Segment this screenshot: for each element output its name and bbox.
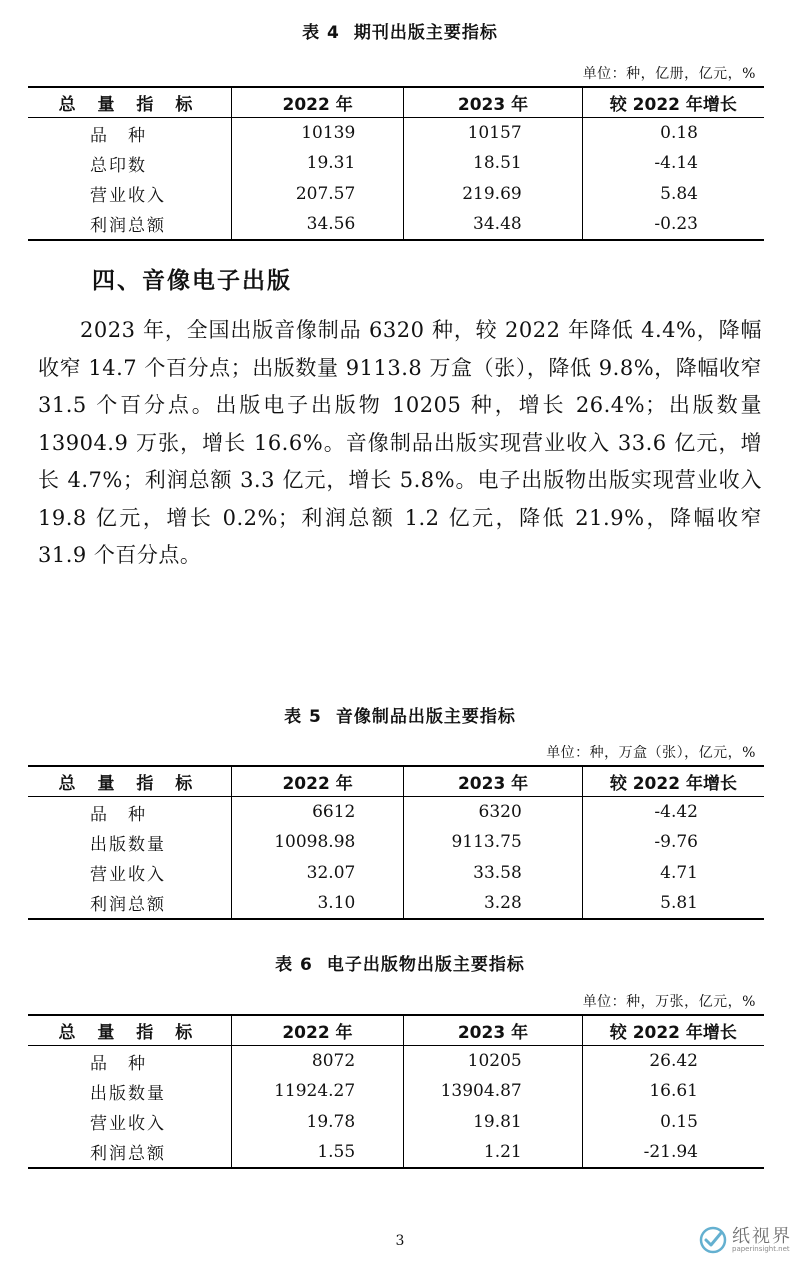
table6-title — [0, 950, 800, 975]
row-label: 利润总额 — [28, 209, 231, 240]
table-row — [28, 209, 764, 240]
table4-header-cell: 2022 年 — [231, 87, 403, 118]
table5-header-cell: 2023 年 — [404, 766, 582, 797]
table-row — [28, 1076, 764, 1107]
table6-header-cell: 2022 年 — [231, 1015, 403, 1046]
table4-number: 表 4 — [302, 23, 340, 43]
table-row — [28, 1137, 764, 1168]
table5-header-cell: 2022 年 — [231, 766, 404, 797]
row-label: 品 种 — [90, 804, 147, 825]
cell-2023: 19.81 — [404, 1107, 583, 1138]
cell-2022: 8072 — [231, 1046, 403, 1077]
cell-2023: 10157 — [404, 118, 582, 149]
cell-2023: 10205 — [404, 1046, 583, 1077]
cell-2023: 1.21 — [404, 1137, 583, 1168]
table-row — [28, 1107, 764, 1138]
table-row — [28, 179, 764, 210]
table5-header-cell: 较 2022 年增长 — [582, 766, 764, 797]
row-label: 品 种 — [90, 125, 147, 146]
table6-header-cell: 总 量 指 标 — [28, 1015, 231, 1046]
check-circle-icon — [698, 1225, 728, 1255]
table4 — [28, 86, 764, 241]
cell-2022: 19.78 — [231, 1107, 403, 1138]
watermark-text: 纸视界 — [732, 1225, 792, 1247]
cell-growth: 26.42 — [582, 1046, 764, 1077]
cell-2022: 19.31 — [231, 148, 403, 179]
table5-title-text: 音像制品出版主要指标 — [335, 707, 516, 727]
table6-header-row — [28, 1015, 764, 1046]
row-label: 利润总额 — [28, 888, 231, 919]
section-heading: 四、音像电子出版 — [92, 268, 292, 294]
table5-number: 表 5 — [284, 707, 322, 727]
cell-growth: 0.15 — [582, 1107, 764, 1138]
table6-header-cell: 较 2022 年增长 — [582, 1015, 764, 1046]
cell-growth: 16.61 — [582, 1076, 764, 1107]
table-row — [28, 148, 764, 179]
table4-header-cell: 较 2022 年增长 — [582, 87, 764, 118]
cell-growth: -4.42 — [582, 797, 764, 828]
row-label: 营业收入 — [90, 1114, 166, 1135]
watermark-url: paperinsight.net — [732, 1244, 790, 1253]
cell-2022: 6612 — [231, 797, 404, 828]
table4-header-row — [28, 87, 764, 118]
table6-title-text: 电子出版物出版主要指标 — [326, 955, 525, 975]
row-label: 营业收入 — [90, 186, 166, 207]
cell-2023: 219.69 — [404, 179, 582, 210]
cell-2023: 13904.87 — [404, 1076, 583, 1107]
table6-unit: 单位：种，万张，亿元，% — [582, 994, 756, 1010]
cell-growth: 0.18 — [582, 118, 764, 149]
table-row — [28, 1046, 764, 1077]
row-label: 利润总额 — [28, 1137, 231, 1168]
table6-number: 表 6 — [275, 955, 313, 975]
cell-growth: -0.23 — [582, 209, 764, 240]
table4-title-text: 期刊出版主要指标 — [353, 23, 498, 43]
table-row — [28, 858, 764, 889]
row-label: 品 种 — [90, 1053, 147, 1074]
cell-2023: 34.48 — [404, 209, 582, 240]
row-label: 总印数 — [90, 155, 147, 176]
cell-2023: 6320 — [404, 797, 582, 828]
page-number: 3 — [395, 1233, 405, 1249]
table5-header-row — [28, 766, 764, 797]
table5 — [28, 765, 764, 920]
cell-2023: 18.51 — [404, 148, 582, 179]
table5-header-cell: 总 量 指 标 — [28, 766, 231, 797]
table5-unit: 单位：种，万盒（张），亿元，% — [546, 745, 756, 761]
cell-growth: 4.71 — [582, 858, 764, 889]
cell-2022: 11924.27 — [231, 1076, 403, 1107]
cell-2023: 3.28 — [404, 888, 582, 919]
cell-2022: 10139 — [231, 118, 403, 149]
cell-2022: 1.55 — [231, 1137, 403, 1168]
cell-2022: 3.10 — [231, 888, 404, 919]
table6 — [28, 1014, 764, 1169]
cell-2023: 33.58 — [404, 858, 582, 889]
table-row — [28, 797, 764, 828]
table5-title — [0, 702, 800, 727]
row-label: 出版数量 — [90, 834, 166, 855]
table4-header-cell: 总 量 指 标 — [28, 87, 231, 118]
table4-title — [0, 18, 800, 43]
row-label: 营业收入 — [90, 865, 166, 886]
cell-growth: -4.14 — [582, 148, 764, 179]
cell-growth: -9.76 — [582, 827, 764, 858]
row-label: 出版数量 — [90, 1083, 166, 1104]
table-row — [28, 827, 764, 858]
cell-growth: 5.84 — [582, 179, 764, 210]
table-row — [28, 118, 764, 149]
cell-growth: 5.81 — [582, 888, 764, 919]
cell-2022: 207.57 — [231, 179, 403, 210]
watermark-logo — [698, 1218, 794, 1262]
cell-2023: 9113.75 — [404, 827, 582, 858]
cell-growth: -21.94 — [582, 1137, 764, 1168]
cell-2022: 32.07 — [231, 858, 404, 889]
table4-header-cell: 2023 年 — [404, 87, 582, 118]
cell-2022: 10098.98 — [231, 827, 404, 858]
body-paragraph: 2023 年，全国出版音像制品 6320 种，较 2022 年降低 4.4%，降幅收窄 14.7 个百分点；出版数量 9113.8 万盒（张），降低 9.8%，降幅收窄 31.5 个百分点。出版电子出版物 10205 种，增长 26.4%；出版数量 13904.9 万张，增长 16.6%。音像制品出版实现营业收入 33.6 亿元，增长 4.7%；利润总额 3.3 亿元，增长 5.8%。电子出版物出版实现营业收入 19.8 亿元，增长 0.2%；利润总额 1.2 亿元，降低 21.9%，降幅收窄 31.9 个百分点。 — [38, 318, 762, 567]
table4-unit: 单位：种，亿册，亿元，% — [582, 66, 756, 82]
cell-2022: 34.56 — [231, 209, 403, 240]
table6-header-cell: 2023 年 — [404, 1015, 583, 1046]
table-row — [28, 888, 764, 919]
